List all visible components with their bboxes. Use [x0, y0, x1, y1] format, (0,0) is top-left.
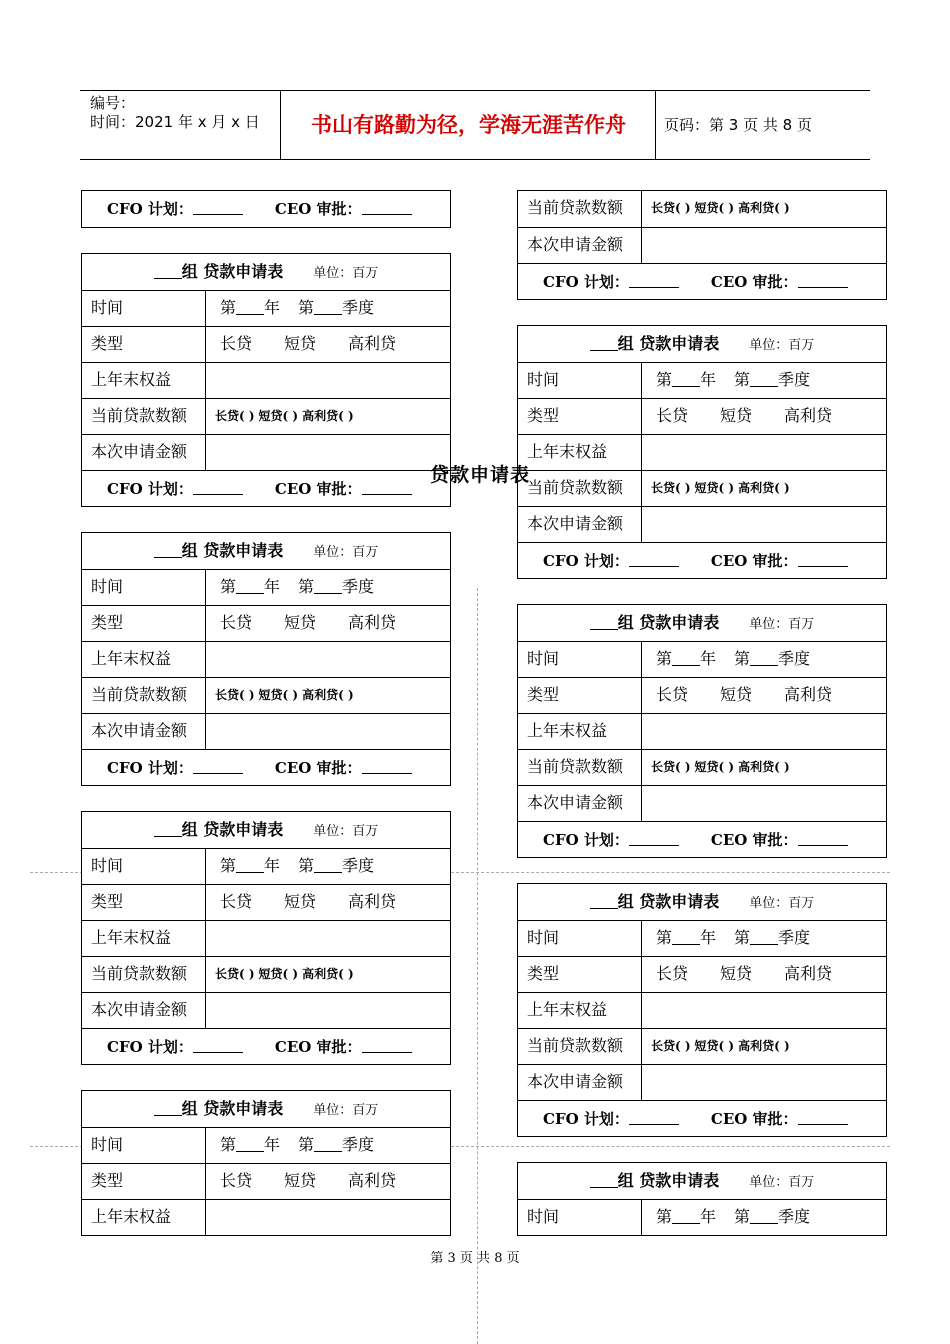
apply-value [642, 507, 886, 542]
current-loan-label: 当前贷款数额 [518, 750, 642, 785]
type-label: 类型 [518, 399, 642, 434]
type-long: 长贷 [220, 613, 253, 632]
time-value: 第 年 第 季度 [220, 577, 375, 596]
signature-row [82, 191, 450, 227]
type-label: 类型 [82, 885, 206, 920]
ceo-label: CEO 审批： [710, 831, 798, 849]
unit-label: 单位：百万 [313, 266, 379, 281]
type-row [518, 956, 886, 992]
group-blank [154, 820, 182, 837]
apply-value [206, 435, 450, 470]
equity-value [206, 642, 450, 677]
time-row [518, 1199, 886, 1235]
loan-form [517, 883, 887, 1137]
type-long: 长贷 [220, 1171, 253, 1190]
apply-label: 本次申请金额 [518, 228, 642, 263]
ceo-label: CEO 审批： [274, 759, 362, 777]
equity-value [642, 714, 886, 749]
type-options [206, 327, 450, 362]
ceo-label: CEO 审批： [710, 1110, 798, 1128]
unit-label: 单位：百万 [749, 896, 815, 911]
current-loan-value: 长贷( ) 短贷( ) 高利贷( ) [651, 481, 790, 495]
unit-label: 单位：百万 [749, 1175, 815, 1190]
current-loan-label: 当前贷款数额 [82, 678, 206, 713]
current-loan-value: 长贷( ) 短贷( ) 高利贷( ) [215, 409, 354, 423]
type-short: 短贷 [284, 334, 317, 353]
apply-label: 本次申请金额 [82, 993, 206, 1028]
cfo-blank [629, 552, 679, 567]
time-row [82, 290, 450, 326]
cfo-blank [193, 480, 243, 495]
type-row [82, 1163, 450, 1199]
ceo-label: CEO 审批： [274, 480, 362, 498]
current-loan-row [518, 749, 886, 785]
number-label: 编号： [90, 94, 136, 112]
apply-value [206, 993, 450, 1028]
form-title [82, 1091, 450, 1127]
page-header [80, 90, 870, 160]
current-loan-label: 当前贷款数额 [82, 957, 206, 992]
apply-row [518, 506, 886, 542]
type-row [82, 326, 450, 362]
apply-row [518, 1064, 886, 1100]
loan-form [517, 1162, 887, 1236]
type-long: 长贷 [656, 406, 689, 425]
time-label: 时间 [518, 642, 642, 677]
ceo-label: CEO 审批： [274, 1038, 362, 1056]
signature-row [518, 542, 886, 578]
time-label: 时间 [82, 1128, 206, 1163]
apply-label: 本次申请金额 [82, 714, 206, 749]
ceo-blank [362, 480, 412, 495]
form-title-text: 组 贷款申请表 [181, 262, 284, 281]
type-row [82, 884, 450, 920]
time-row [82, 1127, 450, 1163]
form-title [518, 884, 886, 920]
apply-value [642, 1065, 886, 1100]
equity-value [206, 363, 450, 398]
type-label: 类型 [518, 678, 642, 713]
cfo-blank [629, 831, 679, 846]
equity-row [82, 641, 450, 677]
form-title [518, 605, 886, 641]
loan-form [81, 532, 451, 786]
type-row [82, 605, 450, 641]
page-footer: 第 3 页 共 8 页 [430, 1251, 520, 1266]
cfo-label: CFO 计划： [543, 1110, 629, 1128]
apply-row [82, 434, 450, 470]
type-options [206, 606, 450, 641]
group-blank [590, 1171, 618, 1188]
time-value: 第 年 第 季度 [656, 1207, 811, 1226]
fold-guide-vertical [477, 588, 478, 1344]
equity-row [82, 1199, 450, 1235]
loan-form [517, 190, 887, 300]
type-short: 短贷 [284, 1171, 317, 1190]
ceo-label: CEO 审批： [274, 200, 362, 218]
form-title [518, 326, 886, 362]
type-long: 长贷 [656, 685, 689, 704]
year-blank [672, 1207, 700, 1224]
group-blank [154, 262, 182, 279]
type-high: 高利贷 [348, 334, 397, 353]
unit-label: 单位：百万 [749, 338, 815, 353]
time-value: 第 年 第 季度 [220, 1135, 375, 1154]
cfo-label: CFO 计划： [107, 480, 193, 498]
time-label: 时间：2021 年 x 月 x 日 [90, 113, 260, 131]
form-title [518, 1163, 886, 1199]
cfo-label: CFO 计划： [543, 552, 629, 570]
signature-row [82, 1028, 450, 1064]
ceo-blank [798, 552, 848, 567]
ceo-blank [798, 831, 848, 846]
equity-label: 上年末权益 [82, 1200, 206, 1235]
time-value: 第 年 第 季度 [656, 370, 811, 389]
loan-form [81, 811, 451, 1065]
current-loan-row [82, 398, 450, 434]
time-value: 第 年 第 季度 [656, 928, 811, 947]
year-blank [672, 649, 700, 666]
type-high: 高利贷 [784, 406, 833, 425]
ceo-blank [798, 273, 848, 288]
quarter-blank [750, 928, 778, 945]
apply-row [82, 992, 450, 1028]
group-blank [590, 334, 618, 351]
current-loan-value: 长贷( ) 短贷( ) 高利贷( ) [215, 967, 354, 981]
form-title-text: 组 贷款申请表 [181, 820, 284, 839]
apply-label: 本次申请金额 [82, 435, 206, 470]
equity-label: 上年末权益 [518, 993, 642, 1028]
current-loan-label: 当前贷款数额 [518, 191, 642, 227]
page-indicator: 页码：第 3 页 共 8 页 [664, 116, 812, 134]
signature-row [82, 749, 450, 785]
unit-label: 单位：百万 [749, 617, 815, 632]
group-blank [590, 613, 618, 630]
apply-label: 本次申请金额 [518, 786, 642, 821]
time-row [518, 641, 886, 677]
ceo-label: CEO 审批： [710, 273, 798, 291]
equity-row [518, 992, 886, 1028]
unit-label: 单位：百万 [313, 545, 379, 560]
signature-row [82, 470, 450, 506]
apply-label: 本次申请金额 [518, 507, 642, 542]
signature-row [518, 263, 886, 299]
type-short: 短贷 [720, 964, 753, 983]
equity-label: 上年末权益 [518, 714, 642, 749]
type-label: 类型 [82, 327, 206, 362]
cfo-blank [193, 1038, 243, 1053]
type-options [642, 957, 886, 992]
apply-label: 本次申请金额 [518, 1065, 642, 1100]
year-blank [236, 1135, 264, 1152]
header-meta [80, 91, 281, 159]
form-title [82, 533, 450, 569]
loan-form [81, 253, 451, 507]
cfo-label: CFO 计划： [543, 831, 629, 849]
form-title-text: 组 贷款申请表 [181, 1099, 284, 1118]
type-short: 短贷 [284, 613, 317, 632]
equity-value [206, 1200, 450, 1235]
type-label: 类型 [518, 957, 642, 992]
time-value: 第 年 第 季度 [656, 649, 811, 668]
type-high: 高利贷 [784, 964, 833, 983]
apply-row [518, 227, 886, 263]
equity-row [518, 713, 886, 749]
group-blank [590, 892, 618, 909]
cfo-label: CFO 计划： [107, 200, 193, 218]
apply-row [518, 785, 886, 821]
type-short: 短贷 [720, 685, 753, 704]
ceo-blank [362, 1038, 412, 1053]
cfo-blank [629, 273, 679, 288]
type-options [642, 399, 886, 434]
ceo-blank [362, 200, 412, 215]
ceo-label: CEO 审批： [710, 552, 798, 570]
equity-row [82, 920, 450, 956]
year-blank [236, 856, 264, 873]
quarter-blank [750, 1207, 778, 1224]
quarter-blank [314, 577, 342, 594]
type-high: 高利贷 [348, 892, 397, 911]
current-loan-label: 当前贷款数额 [82, 399, 206, 434]
motto: 书山有路勤为径，学海无涯苦作舟 [282, 91, 656, 159]
equity-value [642, 435, 886, 470]
loan-form [517, 604, 887, 858]
equity-value [642, 993, 886, 1028]
time-row [82, 569, 450, 605]
equity-row [518, 434, 886, 470]
equity-label: 上年末权益 [82, 363, 206, 398]
signature-row [518, 1100, 886, 1136]
time-value: 第 年 第 季度 [220, 298, 375, 317]
quarter-blank [750, 370, 778, 387]
type-long: 长贷 [220, 892, 253, 911]
current-loan-row [518, 470, 886, 506]
current-loan-value: 长贷( ) 短贷( ) 高利贷( ) [215, 688, 354, 702]
center-title: 贷款申请表 [430, 464, 531, 486]
loan-form [81, 1090, 451, 1236]
year-blank [672, 370, 700, 387]
year-blank [672, 928, 700, 945]
apply-row [82, 713, 450, 749]
cfo-blank [193, 200, 243, 215]
type-high: 高利贷 [784, 685, 833, 704]
current-loan-row [82, 677, 450, 713]
type-row [518, 398, 886, 434]
time-label: 时间 [82, 291, 206, 326]
time-row [518, 362, 886, 398]
type-row [518, 677, 886, 713]
apply-value [206, 714, 450, 749]
unit-label: 单位：百万 [313, 824, 379, 839]
cfo-blank [193, 759, 243, 774]
cfo-label: CFO 计划： [543, 273, 629, 291]
cfo-blank [629, 1110, 679, 1125]
unit-label: 单位：百万 [313, 1103, 379, 1118]
current-loan-value: 长贷( ) 短贷( ) 高利贷( ) [651, 1039, 790, 1053]
current-loan-label: 当前贷款数额 [518, 471, 642, 506]
time-value: 第 年 第 季度 [220, 856, 375, 875]
current-loan-row [82, 956, 450, 992]
quarter-blank [750, 649, 778, 666]
current-loan-value: 长贷( ) 短贷( ) 高利贷( ) [651, 760, 790, 774]
form-title-text: 组 贷款申请表 [617, 334, 720, 353]
type-options [206, 885, 450, 920]
type-label: 类型 [82, 606, 206, 641]
current-loan-label: 当前贷款数额 [518, 1029, 642, 1064]
type-high: 高利贷 [348, 1171, 397, 1190]
type-short: 短贷 [284, 892, 317, 911]
current-loan-row [518, 191, 886, 227]
type-short: 短贷 [720, 406, 753, 425]
ceo-blank [362, 759, 412, 774]
signature-row [518, 821, 886, 857]
apply-value [642, 228, 886, 263]
form-title-text: 组 贷款申请表 [617, 1171, 720, 1190]
ceo-blank [798, 1110, 848, 1125]
apply-value [642, 786, 886, 821]
quarter-blank [314, 298, 342, 315]
equity-label: 上年末权益 [82, 642, 206, 677]
current-loan-value: 长贷( ) 短贷( ) 高利贷( ) [651, 201, 790, 215]
form-title [82, 254, 450, 290]
equity-value [206, 921, 450, 956]
form-title-text: 组 贷款申请表 [617, 892, 720, 911]
type-high: 高利贷 [348, 613, 397, 632]
type-label: 类型 [82, 1164, 206, 1199]
current-loan-row [518, 1028, 886, 1064]
year-blank [236, 298, 264, 315]
form-title-text: 组 贷款申请表 [181, 541, 284, 560]
type-options [206, 1164, 450, 1199]
type-options [642, 678, 886, 713]
year-blank [236, 577, 264, 594]
type-long: 长贷 [656, 964, 689, 983]
time-row [518, 920, 886, 956]
time-label: 时间 [518, 1200, 642, 1235]
cfo-label: CFO 计划： [107, 1038, 193, 1056]
group-blank [154, 1099, 182, 1116]
equity-label: 上年末权益 [82, 921, 206, 956]
equity-label: 上年末权益 [518, 435, 642, 470]
time-label: 时间 [82, 570, 206, 605]
cfo-label: CFO 计划： [107, 759, 193, 777]
form-title-text: 组 贷款申请表 [617, 613, 720, 632]
time-label: 时间 [82, 849, 206, 884]
loan-form [81, 190, 451, 228]
loan-form [517, 325, 887, 579]
equity-row [82, 362, 450, 398]
time-row [82, 848, 450, 884]
time-label: 时间 [518, 921, 642, 956]
type-long: 长贷 [220, 334, 253, 353]
form-title [82, 812, 450, 848]
time-label: 时间 [518, 363, 642, 398]
group-blank [154, 541, 182, 558]
quarter-blank [314, 856, 342, 873]
quarter-blank [314, 1135, 342, 1152]
